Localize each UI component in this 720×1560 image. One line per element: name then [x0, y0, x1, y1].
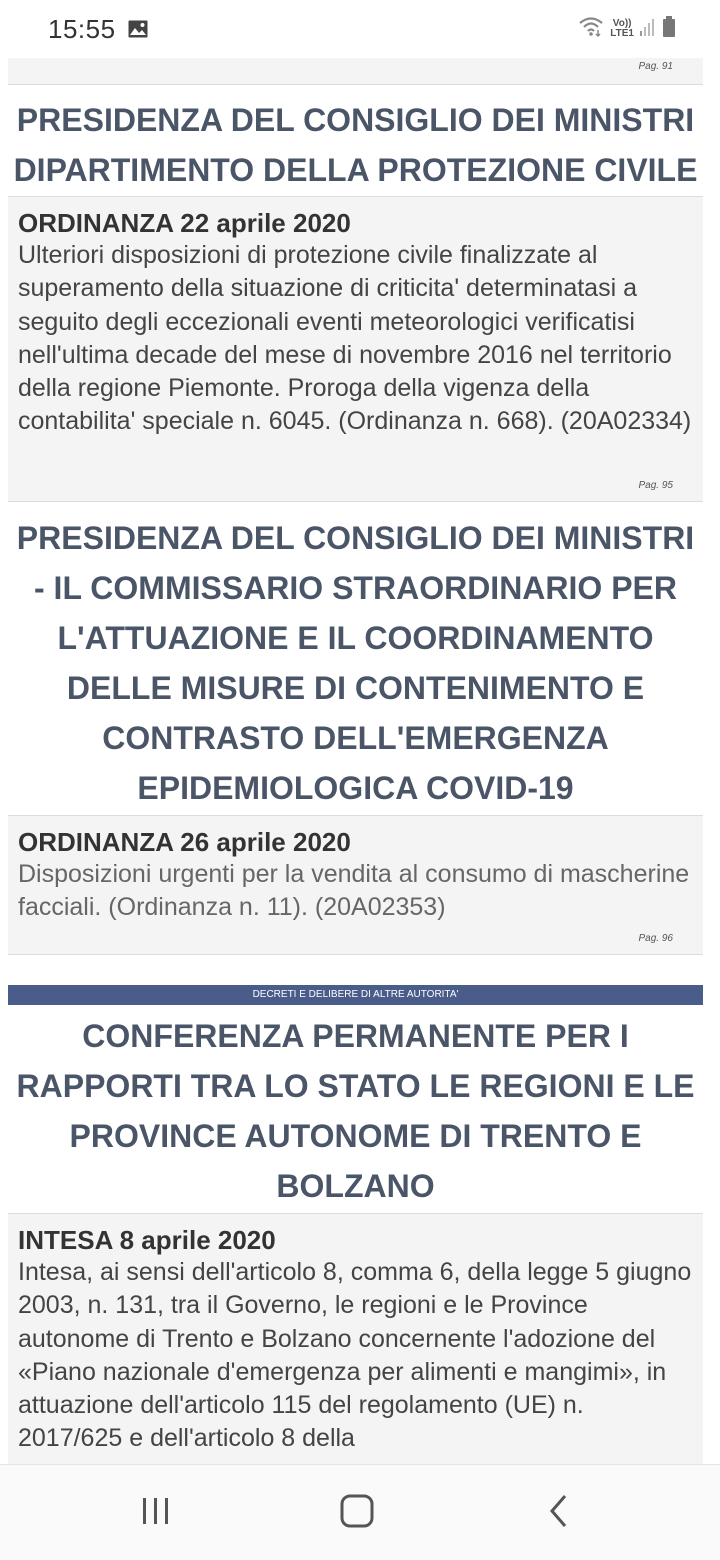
back-icon	[545, 1493, 575, 1534]
entry-title: ORDINANZA 22 aprile 2020	[18, 208, 351, 238]
wifi-call-icon	[578, 16, 604, 43]
recent-apps-button[interactable]	[96, 1465, 216, 1560]
page-ref: Pag. 96	[638, 933, 673, 944]
section-heading: PRESIDENZA DEL CONSIGLIO DEI MINISTRI DIPARTIMENTO DELLA PROTEZIONE CIVILE	[13, 102, 698, 188]
battery-icon	[662, 16, 676, 43]
recent-apps-icon	[139, 1494, 173, 1533]
gallery-icon	[128, 20, 148, 38]
section-heading: CONFERENZA PERMANENTE PER I RAPPORTI TRA LO STATO LE REGIONI E LE PROVINCE AUTONOME DI TRENTO E BOLZANO	[16, 1018, 695, 1204]
status-bar	[0, 0, 720, 58]
home-button[interactable]	[297, 1465, 417, 1560]
back-button[interactable]	[500, 1465, 620, 1560]
lte-volte-icon: Vo)) LTE1	[610, 18, 634, 39]
status-icons	[578, 16, 676, 42]
entry-description: Intesa, ai sensi dell'articolo 8, comma 6, della legge 5 giugno 2003, n. 131, tra il Governo, le regioni e le Province autonome di Trento e Bolzano concernente l'adozione del «Piano nazionale d'emergenza per alimenti e mangimi», in attuazione dell'articolo 115 del regolamento (UE) n. 2017/625 e dell'articolo 8 della	[18, 1258, 692, 1453]
list-item[interactable]	[8, 815, 703, 955]
list-item[interactable]	[8, 196, 703, 502]
page-ref: Pag. 95	[638, 480, 673, 491]
entry-title: ORDINANZA 26 aprile 2020	[18, 827, 351, 857]
entry-description: Ulteriori disposizioni di protezione civile finalizzate al superamento della situazione di criticita' determinatasi a seguito degli eccezionali eventi meteorologici verificatisi nell'ultima decade del mese di novembre 2016 nel territorio della regione Piemonte. Proroga della vigenza della contabilita' speciale n. 6045. (Ordinanza n. 668). (20A02334)	[18, 241, 692, 436]
section-heading: PRESIDENZA DEL CONSIGLIO DEI MINISTRI - IL COMMISSARIO STRAORDINARIO PER L'ATTUAZIONE E IL COORDINAMENTO DELLE MISURE DI CONTENIMENTO E CONTRASTO DELL'EMERGENZA EPIDEMIOLOGICA COVID-19	[16, 520, 695, 806]
entry-title: INTESA 8 aprile 2020	[18, 1225, 276, 1255]
section-banner: DECRETI E DELIBERE DI ALTRE AUTORITA'	[8, 985, 703, 1005]
previous-entry-tail	[8, 58, 703, 85]
page-ref: Pag. 91	[638, 61, 673, 72]
navigation-bar	[0, 1464, 720, 1560]
list-item[interactable]	[8, 1213, 703, 1464]
content-scroll-area[interactable]	[0, 58, 720, 1464]
status-time: 15:55	[48, 14, 116, 44]
home-icon	[339, 1493, 375, 1534]
signal-icon	[640, 17, 656, 42]
entry-description: Disposizioni urgenti per la vendita al consumo di mascherine facciali. (Ordinanza n. 11). (20A02353)	[18, 860, 690, 922]
